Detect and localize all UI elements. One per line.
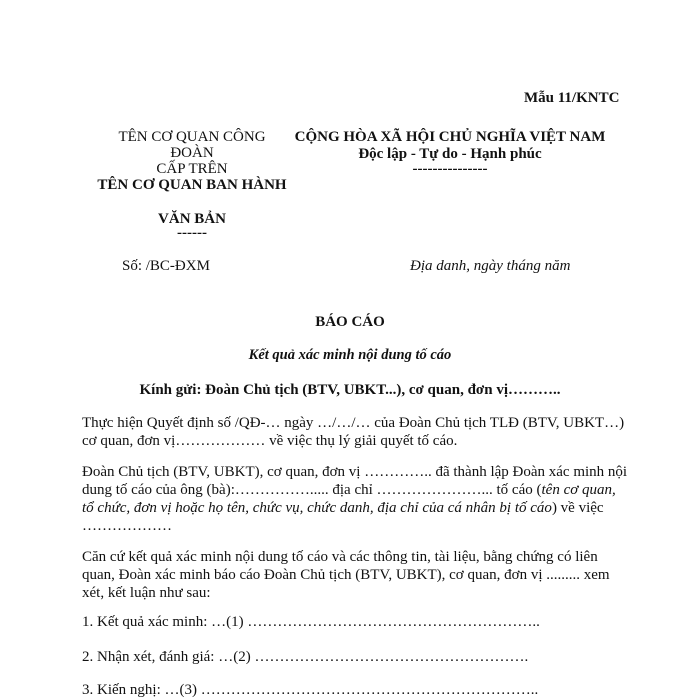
item-2: 2. Nhận xét, đánh giá: …(2) ……………………………………………….	[82, 649, 529, 665]
paragraph-2-text-a: Đoàn Chủ tịch (BTV, UBKT), cơ quan, đơn vị ………….. đã thành lập Đoàn xác minh nội dung tố cáo của ông (bà):……………..... địa chỉ …………………... tố cáo (	[82, 464, 628, 498]
paragraph-3: Căn cứ kết quả xác minh nội dung tố cáo và các thông tin, tài liệu, bằng chứng có liên quan, Đoàn xác minh báo cáo Đoàn Chủ tịch (BTV, UBKT), cơ quan, đơn vị ......... xem xét, kết luận như sau:	[82, 549, 610, 601]
item-3: 3. Kiến nghị: …(3) …………………………………………………………..	[82, 682, 539, 698]
paragraph-1: Thực hiện Quyết định số /QĐ-… ngày …/…/… của Đoàn Chủ tịch TLĐ (BTV, UBKT…) cơ quan, đơn vị……………… về việc thụ lý giải quyết tố cáo.	[82, 415, 625, 449]
national-motto: Độc lập - Tự do - Hạnh phúc	[358, 146, 542, 162]
issuer-rule: ------	[177, 225, 207, 241]
issuer-line-4: TÊN CƠ QUAN BAN HÀNH	[97, 177, 287, 193]
left-header	[78, 129, 306, 239]
report-title: BÁO CÁO	[315, 314, 385, 330]
right-header	[276, 129, 624, 175]
issuer-line-5: VĂN BẢN	[158, 211, 226, 227]
paragraph-2-text-b: ) về việc ………………	[82, 500, 604, 534]
place-date: Địa danh, ngày tháng năm	[410, 258, 571, 274]
document-number: Số: /BC-ĐXM	[122, 258, 210, 274]
form-code: Mẫu 11/KNTC	[524, 90, 620, 106]
paragraph-2-italic: tên cơ quan, tổ chức, đơn vị hoặc họ tên, chức vụ, chức danh, địa chỉ của cá nhân bị tố cáo	[82, 482, 616, 516]
report-subtitle: Kết quả xác minh nội dung tố cáo	[248, 347, 452, 363]
issuer-line-3: CẤP TRÊN	[156, 161, 228, 177]
issuer-line-1: TÊN CƠ QUAN CÔNG	[118, 129, 266, 145]
item-1: 1. Kết quả xác minh: …(1) …………………………………………………..	[82, 614, 540, 630]
issuer-line-2: ĐOÀN	[170, 145, 214, 161]
motto-rule: ---------------	[412, 161, 488, 177]
paragraph-2	[82, 463, 630, 535]
recipient-line: Kính gửi: Đoàn Chủ tịch (BTV, UBKT...), cơ quan, đơn vị………..	[139, 382, 561, 398]
national-title: CỘNG HÒA XÃ HỘI CHỦ NGHĨA VIỆT NAM	[294, 129, 606, 145]
